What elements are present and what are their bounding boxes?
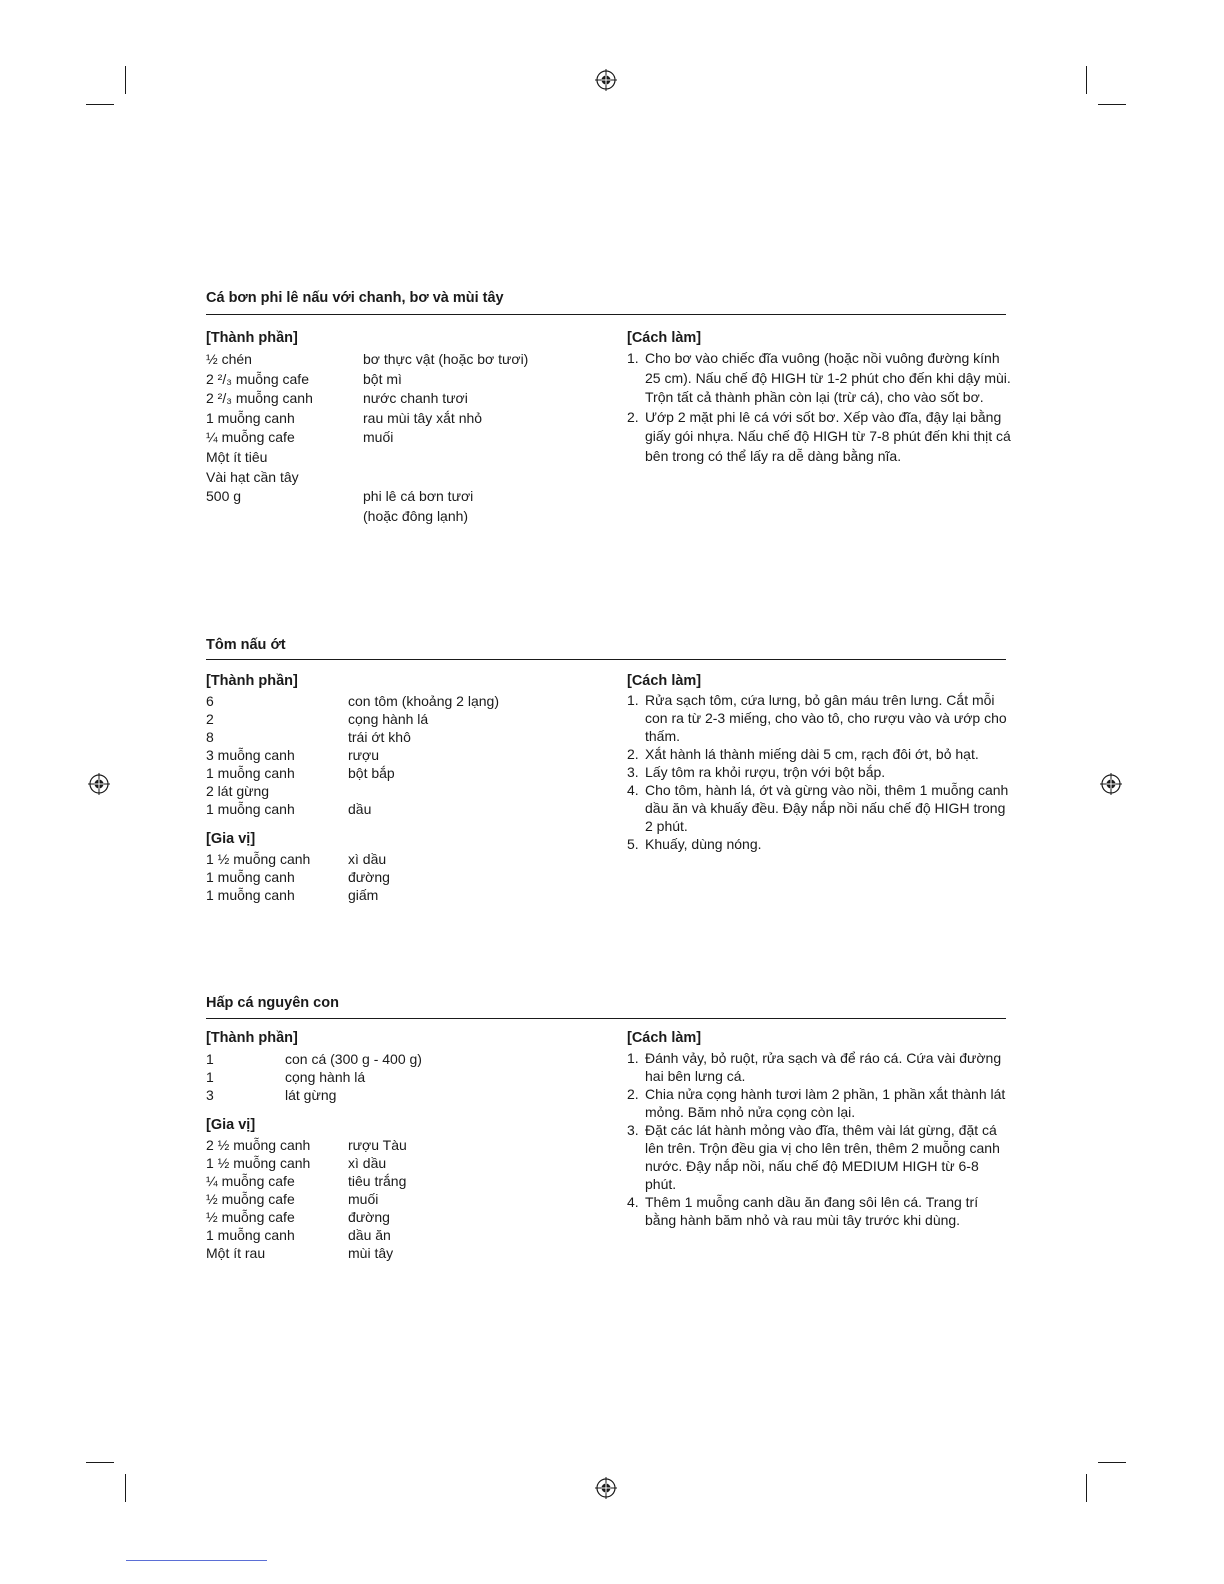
spice-row bbox=[206, 1191, 606, 1209]
method-step: 2. Ướp 2 mặt phi lê cá với sốt bơ. Xếp vào đĩa, đậy lại bằng giấy gói nhựa. Nấu chế độ HIGH từ 7-8 phút đến khi thịt cá bên trong có thể lấy ra dễ dàng bằng nĩa. bbox=[627, 408, 1011, 464]
ingredient-qty: 2 lát gừng bbox=[206, 783, 270, 799]
spice-name: đường bbox=[348, 869, 390, 885]
ingredient-qty: Một ít tiêu bbox=[206, 448, 268, 465]
section-rule bbox=[206, 1018, 1006, 1019]
spice-qty: Một ít rau bbox=[206, 1245, 266, 1261]
ingredient-row bbox=[206, 371, 606, 391]
registration-mark-bottom-icon bbox=[595, 1477, 617, 1499]
ingredient-qty: 3 bbox=[206, 1087, 214, 1103]
ingredient-name: bột mì bbox=[363, 370, 402, 387]
spice-qty: ½ muỗng cafe bbox=[206, 1209, 295, 1225]
ingredient-row bbox=[206, 1051, 606, 1069]
ingredient-name: bơ thực vật (hoặc bơ tươi) bbox=[363, 351, 529, 367]
spice-name: dầu ăn bbox=[348, 1227, 391, 1243]
ingredient-row bbox=[206, 765, 606, 783]
ingredient-row bbox=[206, 410, 606, 430]
method-step-text: Cho bơ vào chiếc đĩa vuông (hoặc nồi vuông đường kính 25 cm). Nấu chế độ HIGH từ 1-2 phút cho đến khi dậy mùi. Trộn tất cả thành phần còn lại (trừ cá), cho vào sốt bơ. bbox=[645, 350, 1011, 406]
ingredient-row bbox=[206, 390, 606, 410]
registration-mark-left-icon bbox=[88, 773, 110, 795]
spice-row bbox=[206, 1245, 606, 1263]
section-rule bbox=[206, 659, 1006, 660]
ingredient-row bbox=[206, 693, 606, 711]
ingredient-name: con cá (300 g - 400 g) bbox=[285, 1051, 422, 1067]
spice-row bbox=[206, 1137, 606, 1155]
ingredient-qty: 2 ²/₃ muỗng canh bbox=[206, 390, 313, 407]
method-step: 1. Cho bơ vào chiếc đĩa vuông (hoặc nồi vuông đường kính 25 cm). Nấu chế độ HIGH từ 1-2 phút cho đến khi dậy mùi. Trộn tất cả thành phần còn lại (trừ cá), cho vào sốt bơ. bbox=[627, 350, 1011, 406]
spice-name: xì dầu bbox=[348, 851, 387, 867]
spice-row bbox=[206, 1227, 606, 1245]
method-step: 4. Cho tôm, hành lá, ớt và gừng vào nồi, thêm 1 muỗng canh dầu ăn và khuấy đều. Đậy nắp nồi nấu chế độ HIGH trong 2 phút. bbox=[627, 782, 1009, 834]
ingredient-qty: 3 muỗng canh bbox=[206, 747, 295, 763]
method-step: 2. Xắt hành lá thành miếng dài 5 cm, rạch đôi ớt, bỏ hạt. bbox=[627, 746, 979, 762]
ingredient-row bbox=[206, 351, 606, 371]
ingredient-qty: 1 muỗng canh bbox=[206, 409, 295, 426]
ingredient-qty: 1 muỗng canh bbox=[206, 801, 295, 817]
spice-qty: 1 ½ muỗng canh bbox=[206, 1155, 311, 1171]
method-step: 3. Đặt các lát hành mỏng vào đĩa, thêm vài lát gừng, đặt cá lên trên. Trộn đều gia vị cho lên trên, thêm 2 muỗng canh nước. Đậy nắp nồi, nấu chế độ MEDIUM HIGH từ 6-8 phút. bbox=[627, 1122, 1000, 1192]
recipe-title: Hấp cá nguyên con bbox=[206, 995, 339, 1011]
ingredient-row bbox=[206, 801, 606, 819]
ingredient-name: muối bbox=[363, 429, 394, 446]
spice-qty: 2 ½ muỗng canh bbox=[206, 1137, 311, 1153]
spices-heading: [Gia vị] bbox=[206, 1117, 256, 1133]
method-step: 2. Chia nửa cọng hành tươi làm 2 phần, 1 phần xắt thành lát mỏng. Băm nhỏ nửa cọng còn lại. bbox=[627, 1086, 1006, 1120]
method-step-text: Khuấy, dùng nóng. bbox=[645, 836, 762, 852]
ingredient-list bbox=[206, 1051, 606, 1105]
ingredients-heading: [Thành phần] bbox=[206, 330, 298, 346]
method-step-text: Chia nửa cọng hành tươi làm 2 phần, 1 phần xắt thành lát mỏng. Băm nhỏ nửa cọng còn lại. bbox=[645, 1086, 1006, 1120]
ingredient-qty: 2 ²/₃ muỗng cafe bbox=[206, 370, 309, 387]
method-step-text: Thêm 1 muỗng canh dầu ăn đang sôi lên cá. Trang trí bằng hành băm nhỏ và rau mùi tây trước khi dùng. bbox=[645, 1194, 979, 1228]
ingredient-qty: 500 g bbox=[206, 488, 242, 505]
ingredient-list bbox=[206, 351, 606, 527]
method-step: 5. Khuấy, dùng nóng. bbox=[627, 836, 762, 852]
ingredient-row bbox=[206, 711, 606, 729]
crop-mark-bottom-right-h bbox=[1098, 1462, 1126, 1463]
spice-qty: ½ muỗng cafe bbox=[206, 1191, 295, 1207]
spice-name: đường bbox=[348, 1209, 390, 1225]
section-rule bbox=[206, 314, 1006, 315]
recipe-title: Cá bơn phi lê nấu với chanh, bơ và mùi tây bbox=[206, 290, 504, 306]
spice-list bbox=[206, 1137, 606, 1263]
ingredient-row bbox=[206, 429, 606, 449]
method-step-text: Rửa sạch tôm, cứa lưng, bỏ gân máu trên lưng. Cắt mỗi con ra từ 2-3 miếng, cho vào tô, cho rượu vào và ướp cho thấm. bbox=[645, 692, 1007, 744]
method-steps bbox=[627, 1049, 1012, 1229]
spice-name: xì dầu bbox=[348, 1155, 387, 1171]
spice-list bbox=[206, 851, 606, 905]
spice-row bbox=[206, 887, 606, 905]
crop-mark-top-right-h bbox=[1098, 104, 1126, 105]
spice-row bbox=[206, 1155, 606, 1173]
spice-row bbox=[206, 1173, 606, 1191]
spice-row bbox=[206, 869, 606, 887]
spice-name: giấm bbox=[348, 887, 379, 903]
method-step: 3. Lấy tôm ra khỏi rượu, trộn với bột bắp. bbox=[627, 764, 886, 780]
crop-mark-bottom-left-h bbox=[86, 1462, 114, 1463]
crop-mark-top-right bbox=[1086, 66, 1087, 94]
ingredient-qty: 6 bbox=[206, 693, 214, 709]
method-steps bbox=[627, 349, 1012, 467]
ingredient-name: rượu bbox=[348, 747, 380, 763]
ingredient-name: phi lê cá bơn tươi bbox=[363, 488, 474, 505]
crop-mark-bottom-right bbox=[1086, 1474, 1087, 1502]
ingredient-name: dầu bbox=[348, 801, 372, 817]
method-step-text: Cho tôm, hành lá, ớt và gừng vào nồi, thêm 1 muỗng canh dầu ăn và khuấy đều. Đậy nắp nồi nấu chế độ HIGH trong 2 phút. bbox=[645, 782, 1009, 834]
method-step-text: Ướp 2 mặt phi lê cá với sốt bơ. Xếp vào đĩa, đậy lại bằng giấy gói nhựa. Nấu chế độ HIGH từ 7-8 phút đến khi thịt cá bên trong có thể lấy ra dễ dàng bằng nĩa. bbox=[645, 408, 1011, 464]
ingredient-row bbox=[206, 449, 606, 469]
registration-mark-top-icon bbox=[595, 69, 617, 91]
ingredient-name: bột bắp bbox=[348, 765, 395, 781]
spice-qty: 1 muỗng canh bbox=[206, 1227, 295, 1243]
ingredient-row bbox=[206, 469, 606, 489]
ingredient-name: trái ớt khô bbox=[348, 729, 411, 745]
method-heading: [Cách làm] bbox=[627, 330, 702, 346]
method-heading: [Cách làm] bbox=[627, 673, 702, 689]
ingredient-qty: 1 bbox=[206, 1069, 214, 1085]
crop-mark-bottom-left bbox=[125, 1474, 126, 1502]
crop-mark-top-left bbox=[125, 66, 126, 94]
spice-qty: 1 ½ muỗng canh bbox=[206, 851, 311, 867]
method-step: 1. Rửa sạch tôm, cứa lưng, bỏ gân máu trên lưng. Cắt mỗi con ra từ 2-3 miếng, cho vào tô, cho rượu vào và ướp cho thấm. bbox=[627, 692, 1007, 744]
ingredient-row bbox=[206, 488, 606, 508]
spice-name: tiêu trắng bbox=[348, 1173, 407, 1189]
ingredient-row bbox=[206, 1087, 606, 1105]
method-step-text: Đặt các lát hành mỏng vào đĩa, thêm vài lát gừng, đặt cá lên trên. Trộn đều gia vị cho lên trên, thêm 2 muỗng canh nước. Đậy nắp nồi, nấu chế độ MEDIUM HIGH từ 6-8 phút. bbox=[645, 1122, 1000, 1192]
spice-name: muối bbox=[348, 1191, 379, 1207]
registration-mark-right-icon bbox=[1100, 773, 1122, 795]
ingredient-qty: ½ chén bbox=[206, 351, 252, 367]
spice-row bbox=[206, 1209, 606, 1227]
ingredients-heading: [Thành phần] bbox=[206, 1030, 298, 1046]
spice-name: rượu Tàu bbox=[348, 1137, 407, 1153]
recipe-title: Tôm nấu ớt bbox=[206, 637, 286, 653]
method-step-text: Lấy tôm ra khỏi rượu, trộn với bột bắp. bbox=[645, 764, 886, 780]
method-steps bbox=[627, 691, 1012, 853]
bottom-rule bbox=[126, 1560, 267, 1561]
ingredient-row bbox=[206, 747, 606, 765]
ingredient-name: nước chanh tươi bbox=[363, 390, 468, 407]
spice-name: mùi tây bbox=[348, 1245, 394, 1261]
ingredient-qty: Vài hạt cần tây bbox=[206, 468, 299, 485]
ingredient-name: (hoặc đông lạnh) bbox=[363, 507, 469, 524]
method-step-text: Xắt hành lá thành miếng dài 5 cm, rạch đôi ớt, bỏ hạt. bbox=[645, 746, 979, 762]
crop-mark-top-left-h bbox=[86, 104, 114, 105]
spice-row bbox=[206, 851, 606, 869]
spice-qty: 1 muỗng canh bbox=[206, 887, 295, 903]
method-step: 1. Đánh vảy, bỏ ruột, rửa sạch và để ráo cá. Cứa vài đường hai bên lưng cá. bbox=[627, 1050, 1002, 1084]
ingredient-row bbox=[206, 783, 606, 801]
ingredient-name: lát gừng bbox=[285, 1087, 337, 1103]
ingredient-row bbox=[206, 729, 606, 747]
ingredient-qty: 1 muỗng canh bbox=[206, 765, 295, 781]
ingredient-row bbox=[206, 1069, 606, 1087]
ingredient-name: cọng hành lá bbox=[285, 1069, 366, 1085]
ingredient-name: rau mùi tây xắt nhỏ bbox=[363, 409, 483, 426]
spices-heading: [Gia vị] bbox=[206, 831, 256, 847]
method-step-text: Đánh vảy, bỏ ruột, rửa sạch và để ráo cá. Cứa vài đường hai bên lưng cá. bbox=[645, 1050, 1002, 1084]
method-step: 4. Thêm 1 muỗng canh dầu ăn đang sôi lên cá. Trang trí bằng hành băm nhỏ và rau mùi tây trước khi dùng. bbox=[627, 1194, 979, 1228]
ingredient-qty: 1 bbox=[206, 1051, 214, 1067]
method-heading: [Cách làm] bbox=[627, 1030, 702, 1046]
ingredient-name: con tôm (khoảng 2 lạng) bbox=[348, 693, 499, 709]
ingredient-row bbox=[206, 508, 606, 528]
ingredient-qty: 2 bbox=[206, 711, 214, 727]
ingredient-name: cọng hành lá bbox=[348, 711, 429, 727]
ingredient-list bbox=[206, 693, 606, 819]
ingredient-qty: 8 bbox=[206, 729, 214, 745]
spice-qty: 1 muỗng canh bbox=[206, 869, 295, 885]
spice-qty: ¼ muỗng cafe bbox=[206, 1173, 295, 1189]
ingredient-qty: ¼ muỗng cafe bbox=[206, 429, 295, 446]
ingredients-heading: [Thành phần] bbox=[206, 673, 298, 689]
